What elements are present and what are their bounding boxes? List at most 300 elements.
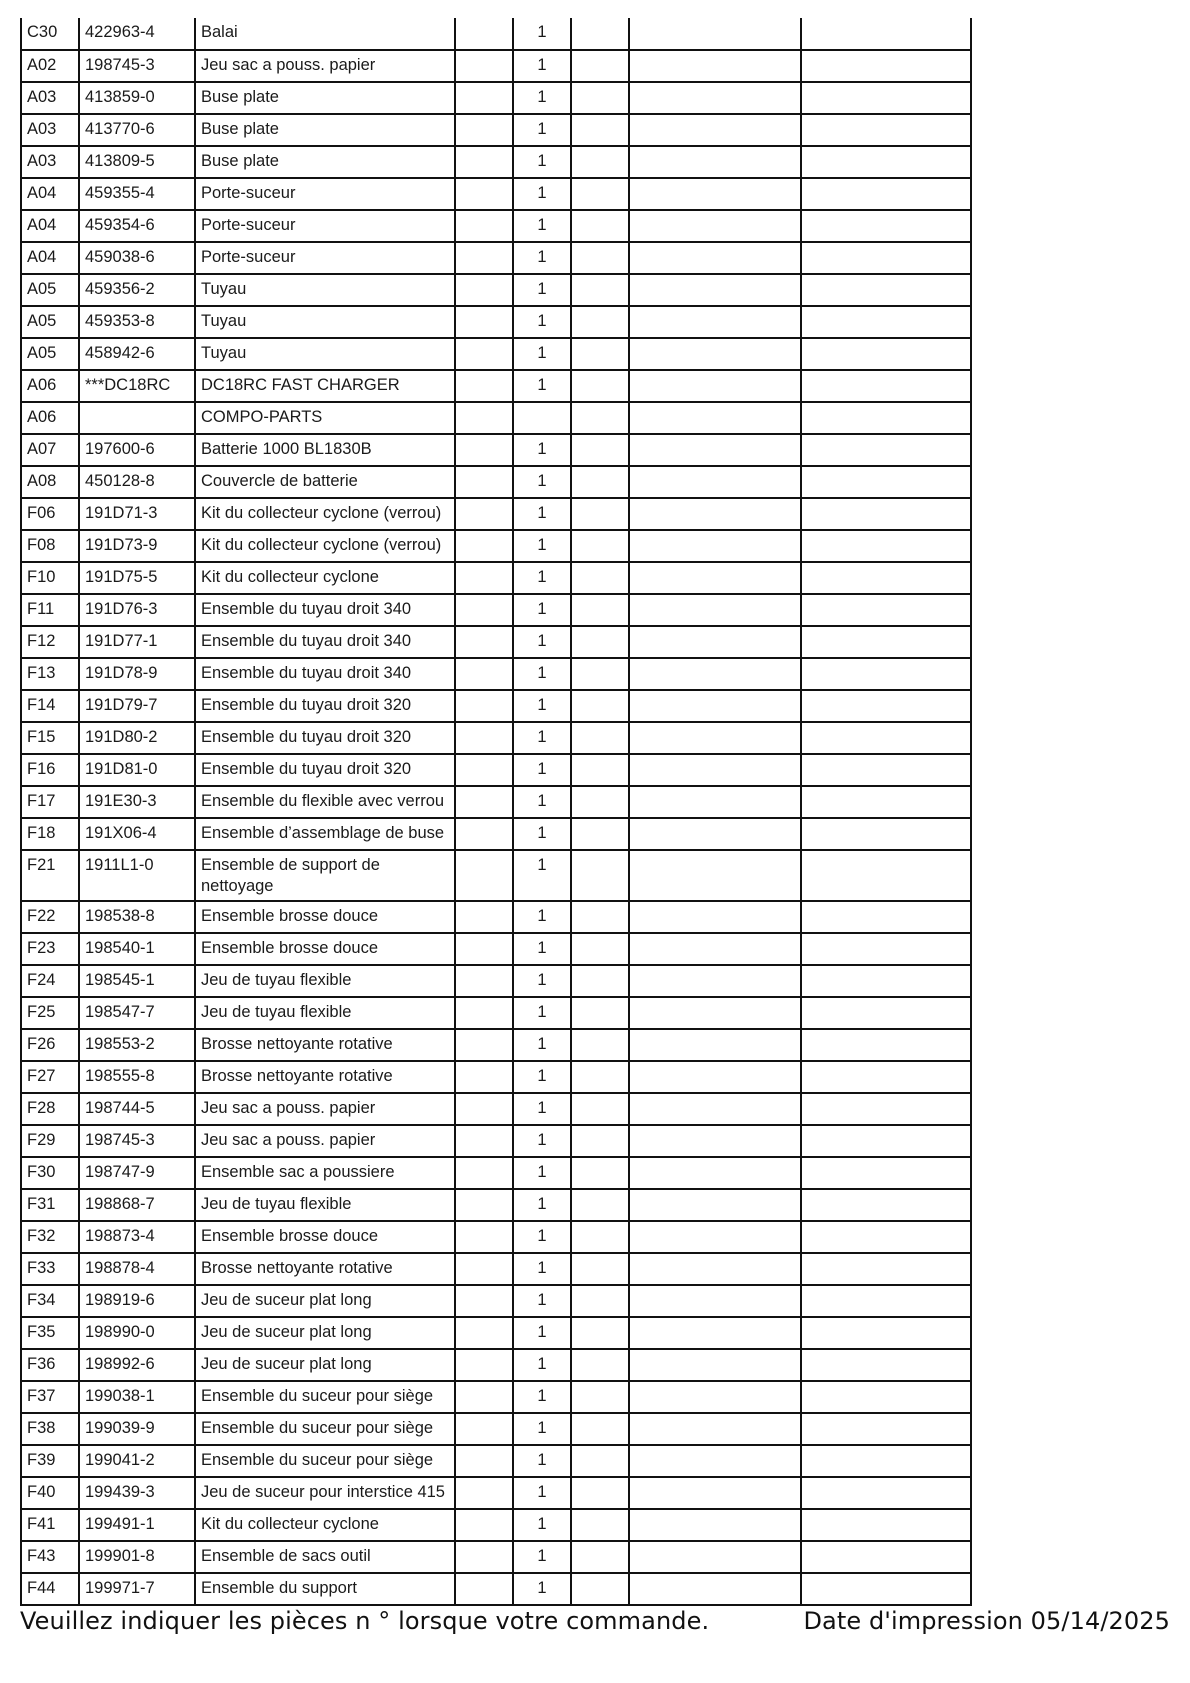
part-number-cell: 191D81-0: [79, 754, 195, 786]
empty-cell: [455, 1189, 513, 1221]
empty-cell: [455, 274, 513, 306]
empty-cell: [629, 1093, 801, 1125]
empty-cell: [801, 146, 971, 178]
empty-cell: [801, 434, 971, 466]
description-cell: Ensemble brosse douce: [195, 933, 455, 965]
empty-cell: [455, 146, 513, 178]
ref-cell: F28: [21, 1093, 79, 1125]
description-cell: Brosse nettoyante rotative: [195, 1029, 455, 1061]
empty-cell: [455, 1125, 513, 1157]
ref-cell: F43: [21, 1541, 79, 1573]
empty-cell: [801, 1477, 971, 1509]
empty-cell: [455, 1285, 513, 1317]
table-row: [21, 850, 971, 901]
empty-cell: [801, 1093, 971, 1125]
quantity-cell: 1: [513, 1189, 571, 1221]
part-number-cell: 199041-2: [79, 1445, 195, 1477]
empty-cell: [801, 242, 971, 274]
quantity-cell: 1: [513, 1221, 571, 1253]
empty-cell: [629, 434, 801, 466]
parts-table: [20, 18, 972, 1606]
empty-cell: [455, 997, 513, 1029]
ref-cell: A03: [21, 82, 79, 114]
empty-cell: [571, 1349, 629, 1381]
quantity-cell: 1: [513, 1413, 571, 1445]
empty-cell: [455, 306, 513, 338]
quantity-cell: 1: [513, 722, 571, 754]
empty-cell: [629, 306, 801, 338]
description-cell: Kit du collecteur cyclone: [195, 1509, 455, 1541]
empty-cell: [629, 1541, 801, 1573]
empty-cell: [801, 1413, 971, 1445]
quantity-cell: 1: [513, 210, 571, 242]
empty-cell: [629, 690, 801, 722]
part-number-cell: 198878-4: [79, 1253, 195, 1285]
empty-cell: [629, 1509, 801, 1541]
empty-cell: [571, 1381, 629, 1413]
table-row: [21, 1477, 971, 1509]
description-cell: Tuyau: [195, 306, 455, 338]
table-row: [21, 50, 971, 82]
ref-cell: F11: [21, 594, 79, 626]
empty-cell: [801, 178, 971, 210]
empty-cell: [571, 562, 629, 594]
ref-cell: A03: [21, 114, 79, 146]
part-number-cell: 198747-9: [79, 1157, 195, 1189]
part-number-cell: 459038-6: [79, 242, 195, 274]
part-number-cell: ***DC18RC: [79, 370, 195, 402]
empty-cell: [571, 50, 629, 82]
part-number-cell: 198745-3: [79, 50, 195, 82]
quantity-cell: 1: [513, 370, 571, 402]
quantity-cell: 1: [513, 498, 571, 530]
empty-cell: [801, 626, 971, 658]
description-cell: Ensemble du flexible avec verrou: [195, 786, 455, 818]
ref-cell: A07: [21, 434, 79, 466]
part-number-cell: 198555-8: [79, 1061, 195, 1093]
table-row: [21, 146, 971, 178]
quantity-cell: 1: [513, 1381, 571, 1413]
ref-cell: A03: [21, 146, 79, 178]
empty-cell: [571, 370, 629, 402]
empty-cell: [801, 818, 971, 850]
empty-cell: [629, 114, 801, 146]
empty-cell: [629, 1413, 801, 1445]
quantity-cell: 1: [513, 18, 571, 50]
part-number-cell: 458942-6: [79, 338, 195, 370]
empty-cell: [801, 1189, 971, 1221]
description-cell: Tuyau: [195, 338, 455, 370]
ref-cell: F16: [21, 754, 79, 786]
part-number-cell: 413809-5: [79, 146, 195, 178]
description-cell: Ensemble brosse douce: [195, 1221, 455, 1253]
description-cell: Porte-suceur: [195, 242, 455, 274]
description-cell: Jeu de tuyau flexible: [195, 1189, 455, 1221]
quantity-cell: 1: [513, 818, 571, 850]
empty-cell: [629, 1029, 801, 1061]
ref-cell: F27: [21, 1061, 79, 1093]
quantity-cell: 1: [513, 1509, 571, 1541]
empty-cell: [571, 82, 629, 114]
description-cell: Kit du collecteur cyclone (verrou): [195, 530, 455, 562]
quantity-cell: 1: [513, 466, 571, 498]
empty-cell: [571, 1413, 629, 1445]
ref-cell: F37: [21, 1381, 79, 1413]
empty-cell: [571, 146, 629, 178]
empty-cell: [629, 146, 801, 178]
empty-cell: [571, 818, 629, 850]
description-cell: Batterie 1000 BL1830B: [195, 434, 455, 466]
ref-cell: F10: [21, 562, 79, 594]
description-cell: Ensemble du tuyau droit 340: [195, 594, 455, 626]
ref-cell: F06: [21, 498, 79, 530]
quantity-cell: 1: [513, 434, 571, 466]
ref-cell: F15: [21, 722, 79, 754]
ref-cell: F18: [21, 818, 79, 850]
description-cell: Ensemble du suceur pour siège: [195, 1445, 455, 1477]
part-number-cell: 199439-3: [79, 1477, 195, 1509]
table-row: [21, 658, 971, 690]
quantity-cell: 1: [513, 1157, 571, 1189]
ref-cell: F12: [21, 626, 79, 658]
empty-cell: [801, 1349, 971, 1381]
table-row: [21, 1509, 971, 1541]
quantity-cell: 1: [513, 274, 571, 306]
empty-cell: [801, 18, 971, 50]
part-number-cell: 198538-8: [79, 901, 195, 933]
empty-cell: [455, 1157, 513, 1189]
ref-cell: A06: [21, 402, 79, 434]
empty-cell: [455, 1573, 513, 1605]
empty-cell: [455, 1061, 513, 1093]
description-cell: Ensemble brosse douce: [195, 901, 455, 933]
empty-cell: [629, 466, 801, 498]
empty-cell: [801, 498, 971, 530]
ref-cell: F40: [21, 1477, 79, 1509]
description-cell: Ensemble du tuyau droit 320: [195, 754, 455, 786]
empty-cell: [571, 338, 629, 370]
quantity-cell: 1: [513, 1093, 571, 1125]
empty-cell: [571, 18, 629, 50]
description-cell: Ensemble du suceur pour siège: [195, 1381, 455, 1413]
empty-cell: [801, 402, 971, 434]
part-number-cell: 198745-3: [79, 1125, 195, 1157]
empty-cell: [629, 1317, 801, 1349]
empty-cell: [629, 1349, 801, 1381]
empty-cell: [801, 1541, 971, 1573]
part-number-cell: 199971-7: [79, 1573, 195, 1605]
part-number-cell: 413770-6: [79, 114, 195, 146]
empty-cell: [629, 18, 801, 50]
empty-cell: [629, 1221, 801, 1253]
empty-cell: [629, 1381, 801, 1413]
part-number-cell: 199038-1: [79, 1381, 195, 1413]
empty-cell: [455, 338, 513, 370]
part-number-cell: 459356-2: [79, 274, 195, 306]
table-row: [21, 626, 971, 658]
empty-cell: [571, 1541, 629, 1573]
empty-cell: [629, 658, 801, 690]
description-cell: Brosse nettoyante rotative: [195, 1253, 455, 1285]
empty-cell: [571, 658, 629, 690]
empty-cell: [571, 530, 629, 562]
quantity-cell: 1: [513, 965, 571, 997]
description-cell: Jeu de tuyau flexible: [195, 997, 455, 1029]
quantity-cell: 1: [513, 850, 571, 901]
table-row: [21, 242, 971, 274]
part-number-cell: 198744-5: [79, 1093, 195, 1125]
empty-cell: [455, 466, 513, 498]
table-row: [21, 114, 971, 146]
ref-cell: F32: [21, 1221, 79, 1253]
description-cell: Kit du collecteur cyclone: [195, 562, 455, 594]
empty-cell: [801, 786, 971, 818]
table-row: [21, 1381, 971, 1413]
empty-cell: [801, 530, 971, 562]
empty-cell: [571, 242, 629, 274]
ref-cell: F26: [21, 1029, 79, 1061]
empty-cell: [629, 901, 801, 933]
table-row: [21, 370, 971, 402]
empty-cell: [629, 210, 801, 242]
description-cell: Buse plate: [195, 146, 455, 178]
empty-cell: [571, 274, 629, 306]
ref-cell: F41: [21, 1509, 79, 1541]
empty-cell: [455, 1541, 513, 1573]
table-row: [21, 1445, 971, 1477]
quantity-cell: 1: [513, 242, 571, 274]
empty-cell: [571, 901, 629, 933]
empty-cell: [629, 850, 801, 901]
description-cell: Tuyau: [195, 274, 455, 306]
part-number-cell: 191D75-5: [79, 562, 195, 594]
table-row: [21, 18, 971, 50]
table-row: [21, 1061, 971, 1093]
empty-cell: [571, 1157, 629, 1189]
empty-cell: [629, 1477, 801, 1509]
table-row: [21, 933, 971, 965]
empty-cell: [571, 466, 629, 498]
ref-cell: F08: [21, 530, 79, 562]
description-cell: Ensemble de sacs outil: [195, 1541, 455, 1573]
empty-cell: [629, 1445, 801, 1477]
empty-cell: [801, 562, 971, 594]
empty-cell: [455, 818, 513, 850]
empty-cell: [571, 1445, 629, 1477]
empty-cell: [455, 530, 513, 562]
table-row: [21, 530, 971, 562]
empty-cell: [801, 1509, 971, 1541]
empty-cell: [455, 658, 513, 690]
empty-cell: [455, 210, 513, 242]
print-date: Date d'impression 05/14/2025: [803, 1607, 1170, 1635]
empty-cell: [571, 1061, 629, 1093]
empty-cell: [571, 114, 629, 146]
part-number-cell: 198873-4: [79, 1221, 195, 1253]
empty-cell: [629, 402, 801, 434]
empty-cell: [455, 1445, 513, 1477]
empty-cell: [629, 594, 801, 626]
empty-cell: [629, 338, 801, 370]
empty-cell: [455, 933, 513, 965]
empty-cell: [629, 818, 801, 850]
empty-cell: [801, 1317, 971, 1349]
part-number-cell: 197600-6: [79, 434, 195, 466]
part-number-cell: 198540-1: [79, 933, 195, 965]
order-note: Veuillez indiquer les pièces n ° lorsque votre commande.: [20, 1607, 710, 1635]
table-row: [21, 1349, 971, 1381]
empty-cell: [801, 658, 971, 690]
empty-cell: [629, 82, 801, 114]
empty-cell: [571, 1253, 629, 1285]
empty-cell: [629, 178, 801, 210]
table-row: [21, 786, 971, 818]
table-row: [21, 1093, 971, 1125]
part-number-cell: 199039-9: [79, 1413, 195, 1445]
quantity-cell: 1: [513, 1061, 571, 1093]
description-cell: Buse plate: [195, 114, 455, 146]
part-number-cell: 191E30-3: [79, 786, 195, 818]
table-row: [21, 1541, 971, 1573]
quantity-cell: 1: [513, 1317, 571, 1349]
description-cell: Ensemble du suceur pour siège: [195, 1413, 455, 1445]
empty-cell: [801, 933, 971, 965]
empty-cell: [455, 1349, 513, 1381]
part-number-cell: 191X06-4: [79, 818, 195, 850]
empty-cell: [629, 274, 801, 306]
empty-cell: [571, 1285, 629, 1317]
ref-cell: A05: [21, 306, 79, 338]
part-number-cell: 450128-8: [79, 466, 195, 498]
quantity-cell: 1: [513, 306, 571, 338]
table-row: [21, 338, 971, 370]
ref-cell: F44: [21, 1573, 79, 1605]
quantity-cell: 1: [513, 114, 571, 146]
part-number-cell: 191D71-3: [79, 498, 195, 530]
ref-cell: F34: [21, 1285, 79, 1317]
part-number-cell: 413859-0: [79, 82, 195, 114]
empty-cell: [801, 306, 971, 338]
empty-cell: [571, 850, 629, 901]
description-cell: Jeu sac a pouss. papier: [195, 50, 455, 82]
empty-cell: [571, 594, 629, 626]
quantity-cell: 1: [513, 1477, 571, 1509]
empty-cell: [571, 210, 629, 242]
table-row: [21, 306, 971, 338]
part-number-cell: 191D76-3: [79, 594, 195, 626]
ref-cell: F13: [21, 658, 79, 690]
empty-cell: [801, 1285, 971, 1317]
quantity-cell: 1: [513, 562, 571, 594]
description-cell: Ensemble du tuyau droit 320: [195, 722, 455, 754]
quantity-cell: 1: [513, 1445, 571, 1477]
ref-cell: F24: [21, 965, 79, 997]
empty-cell: [571, 965, 629, 997]
part-number-cell: 422963-4: [79, 18, 195, 50]
empty-cell: [455, 1093, 513, 1125]
quantity-cell: 1: [513, 754, 571, 786]
table-row: [21, 997, 971, 1029]
part-number-cell: 198868-7: [79, 1189, 195, 1221]
quantity-cell: 1: [513, 658, 571, 690]
empty-cell: [455, 18, 513, 50]
empty-cell: [801, 466, 971, 498]
ref-cell: A04: [21, 178, 79, 210]
empty-cell: [629, 1061, 801, 1093]
quantity-cell: 1: [513, 1253, 571, 1285]
empty-cell: [455, 1413, 513, 1445]
empty-cell: [801, 370, 971, 402]
part-number-cell: 191D80-2: [79, 722, 195, 754]
part-number-cell: 198990-0: [79, 1317, 195, 1349]
empty-cell: [801, 965, 971, 997]
ref-cell: A05: [21, 338, 79, 370]
part-number-cell: 199491-1: [79, 1509, 195, 1541]
empty-cell: [571, 754, 629, 786]
ref-cell: F22: [21, 901, 79, 933]
description-cell: Jeu sac a pouss. papier: [195, 1093, 455, 1125]
empty-cell: [571, 1509, 629, 1541]
table-row: [21, 1029, 971, 1061]
empty-cell: [455, 114, 513, 146]
empty-cell: [629, 370, 801, 402]
empty-cell: [571, 1573, 629, 1605]
ref-cell: F33: [21, 1253, 79, 1285]
empty-cell: [801, 1381, 971, 1413]
empty-cell: [571, 178, 629, 210]
part-number-cell: 198992-6: [79, 1349, 195, 1381]
empty-cell: [455, 498, 513, 530]
quantity-cell: 1: [513, 933, 571, 965]
table-row: [21, 594, 971, 626]
empty-cell: [455, 1253, 513, 1285]
quantity-cell: 1: [513, 690, 571, 722]
table-row: [21, 1573, 971, 1605]
quantity-cell: 1: [513, 997, 571, 1029]
ref-cell: F23: [21, 933, 79, 965]
table-row: [21, 178, 971, 210]
description-cell: Jeu de suceur plat long: [195, 1317, 455, 1349]
table-row: [21, 1221, 971, 1253]
empty-cell: [571, 1189, 629, 1221]
empty-cell: [629, 626, 801, 658]
part-number-cell: [79, 402, 195, 434]
empty-cell: [629, 965, 801, 997]
table-row: [21, 1285, 971, 1317]
ref-cell: C30: [21, 18, 79, 50]
empty-cell: [455, 626, 513, 658]
table-row: [21, 402, 971, 434]
description-cell: Porte-suceur: [195, 178, 455, 210]
ref-cell: F29: [21, 1125, 79, 1157]
empty-cell: [455, 1509, 513, 1541]
ref-cell: F14: [21, 690, 79, 722]
empty-cell: [801, 1029, 971, 1061]
table-row: [21, 965, 971, 997]
empty-cell: [801, 1445, 971, 1477]
table-row: [21, 1253, 971, 1285]
empty-cell: [455, 242, 513, 274]
empty-cell: [571, 434, 629, 466]
table-row: [21, 562, 971, 594]
empty-cell: [801, 850, 971, 901]
empty-cell: [801, 901, 971, 933]
table-row: [21, 498, 971, 530]
part-number-cell: 191D77-1: [79, 626, 195, 658]
empty-cell: [571, 1125, 629, 1157]
empty-cell: [455, 434, 513, 466]
empty-cell: [455, 562, 513, 594]
